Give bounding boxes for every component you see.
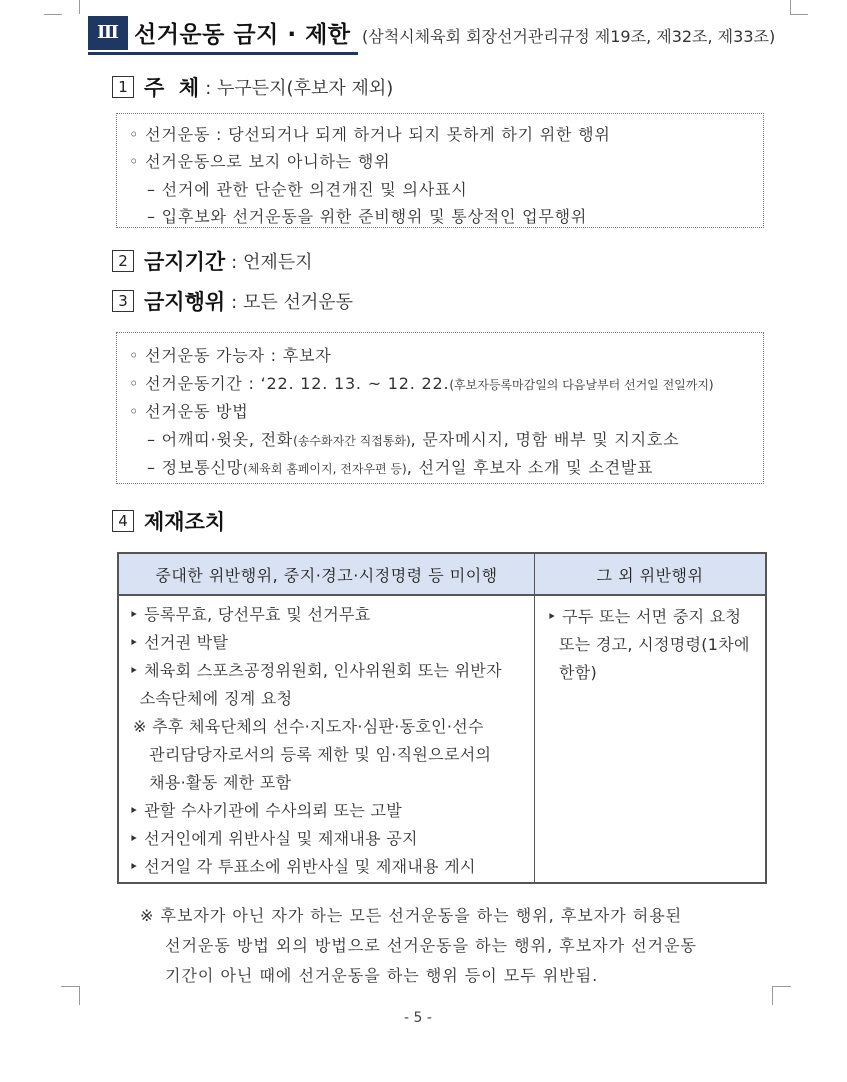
table-header-row [118, 553, 766, 595]
method-text: , 문자메시지, 명함 배부 및 지지호소 [410, 430, 680, 449]
section-label: 금지기간 [144, 250, 226, 274]
section-label: 제재조치 [144, 510, 226, 534]
section-number: 1 [112, 76, 134, 98]
footnote-line: 기간이 아닌 때에 선거운동을 하는 행위 등이 모두 위반됨. [165, 966, 599, 985]
list-item: ‣ 등록무효, 당선무효 및 선거무효 [129, 605, 371, 624]
detail-line: – 선거에 관한 단순한 의견개진 및 의사표시 [147, 180, 468, 199]
section-subject [112, 72, 393, 102]
table-row [118, 595, 766, 883]
section-number: 4 [112, 510, 134, 532]
list-item: ‣ 관할 수사기관에 수사의뢰 또는 고발 [129, 801, 403, 820]
method-note: (송수화자간 직접통화) [293, 434, 411, 448]
detail-line [129, 371, 714, 394]
page-title: 선거운동 금지 · 제한 [134, 22, 351, 48]
footnote-line: ※ 후보자가 아닌 자가 하는 모든 선거운동을 하는 행위, 후보자가 허용된 [140, 906, 683, 925]
section-period [112, 246, 313, 276]
page-header [88, 10, 788, 52]
section-label: 주 체 [144, 76, 200, 100]
detail-line [147, 455, 653, 478]
list-item: 관리담당자로서의 등록 제한 및 임·직원으로서의 [133, 745, 492, 764]
list-item: 또는 경고, 시정명령(1차에 [559, 635, 750, 654]
method-text: – 어깨띠·윗옷, 전화 [147, 430, 294, 449]
list-item: ‣ 선거일 각 투표소에 위반사실 및 제재내용 게시 [129, 857, 476, 876]
list-item: ‣ 구두 또는 서면 중지 요청 [547, 607, 742, 626]
corner-mark-bottom-right [772, 986, 791, 1005]
corner-mark-top-right-h [790, 14, 808, 15]
sanctions-table [117, 552, 767, 884]
table-header-cell: 그 외 위반행위 [535, 553, 767, 595]
detail-line: ◦ 선거운동 가능자 : 후보자 [129, 346, 332, 365]
page-subtitle: (삼척시체육회 회장선거관리규정 제19조, 제32조, 제33조) [362, 27, 776, 46]
section-number: 3 [112, 290, 134, 312]
list-item: ‣ 선거권 박탈 [129, 633, 229, 652]
table-cell-other [535, 595, 767, 883]
campaign-period: ◦ 선거운동기간 : ‘22. 12. 13. ~ 12. 22. [129, 374, 450, 393]
detail-line: – 입후보와 선거운동을 위한 준비행위 및 통상적인 업무행위 [147, 207, 588, 226]
method-note: (체육회 홈페이지, 전자우편 등) [242, 462, 407, 476]
list-item: 채용·활동 제한 포함 [133, 773, 292, 792]
list-item: 한함) [559, 663, 598, 682]
section-value: : 누구든지(후보자 제외) [205, 78, 394, 99]
method-text: , 선거일 후보자 소개 및 소견발표 [406, 458, 654, 477]
detail-line: ◦ 선거운동 : 당선되거나 되게 하거나 되지 못하게 하기 위한 행위 [129, 125, 611, 144]
campaign-detail-box [116, 332, 764, 484]
section-label: 금지행위 [144, 290, 226, 314]
corner-mark-top-left-h [44, 14, 62, 15]
list-item: ‣ 선거인에게 위반사실 및 제재내용 공지 [129, 829, 418, 848]
detail-line: ◦ 선거운동 방법 [129, 402, 249, 421]
section-value: : 모든 선거운동 [231, 292, 353, 313]
title-underline [88, 52, 358, 55]
table-header-cell: 중대한 위반행위, 중지·경고·시정명령 등 미이행 [118, 553, 535, 595]
list-item: ‣ 체육회 스포츠공정위원회, 인사위원회 또는 위반자 [129, 661, 502, 680]
list-item: 소속단체에 징계 요청 [129, 689, 293, 708]
table-cell-serious [118, 595, 535, 883]
section-value: : 언제든지 [231, 252, 313, 273]
detail-line [147, 427, 679, 450]
campaign-period-note: (후보자등록마감일의 다음날부터 선거일 전일까지) [449, 378, 714, 392]
corner-mark-top-right [790, 0, 809, 14]
section-sanctions [112, 506, 225, 536]
chapter-number-badge: Ⅲ [88, 16, 128, 50]
section-number: 2 [112, 250, 134, 272]
corner-mark-bottom-left [61, 986, 80, 1005]
list-item: ※ 추후 체육단체의 선수·지도자·심판·동호인·선수 [133, 717, 484, 736]
corner-mark-top-left [61, 0, 80, 14]
section-prohibited-acts [112, 286, 353, 316]
subject-detail-box [116, 113, 764, 228]
page-number: - 5 - [404, 1010, 432, 1026]
method-text: – 정보통신망 [147, 458, 243, 477]
footnote-line: 선거운동 방법 외의 방법으로 선거운동을 하는 행위, 후보자가 선거운동 [165, 936, 697, 955]
detail-line: ◦ 선거운동으로 보지 아니하는 행위 [129, 152, 391, 171]
